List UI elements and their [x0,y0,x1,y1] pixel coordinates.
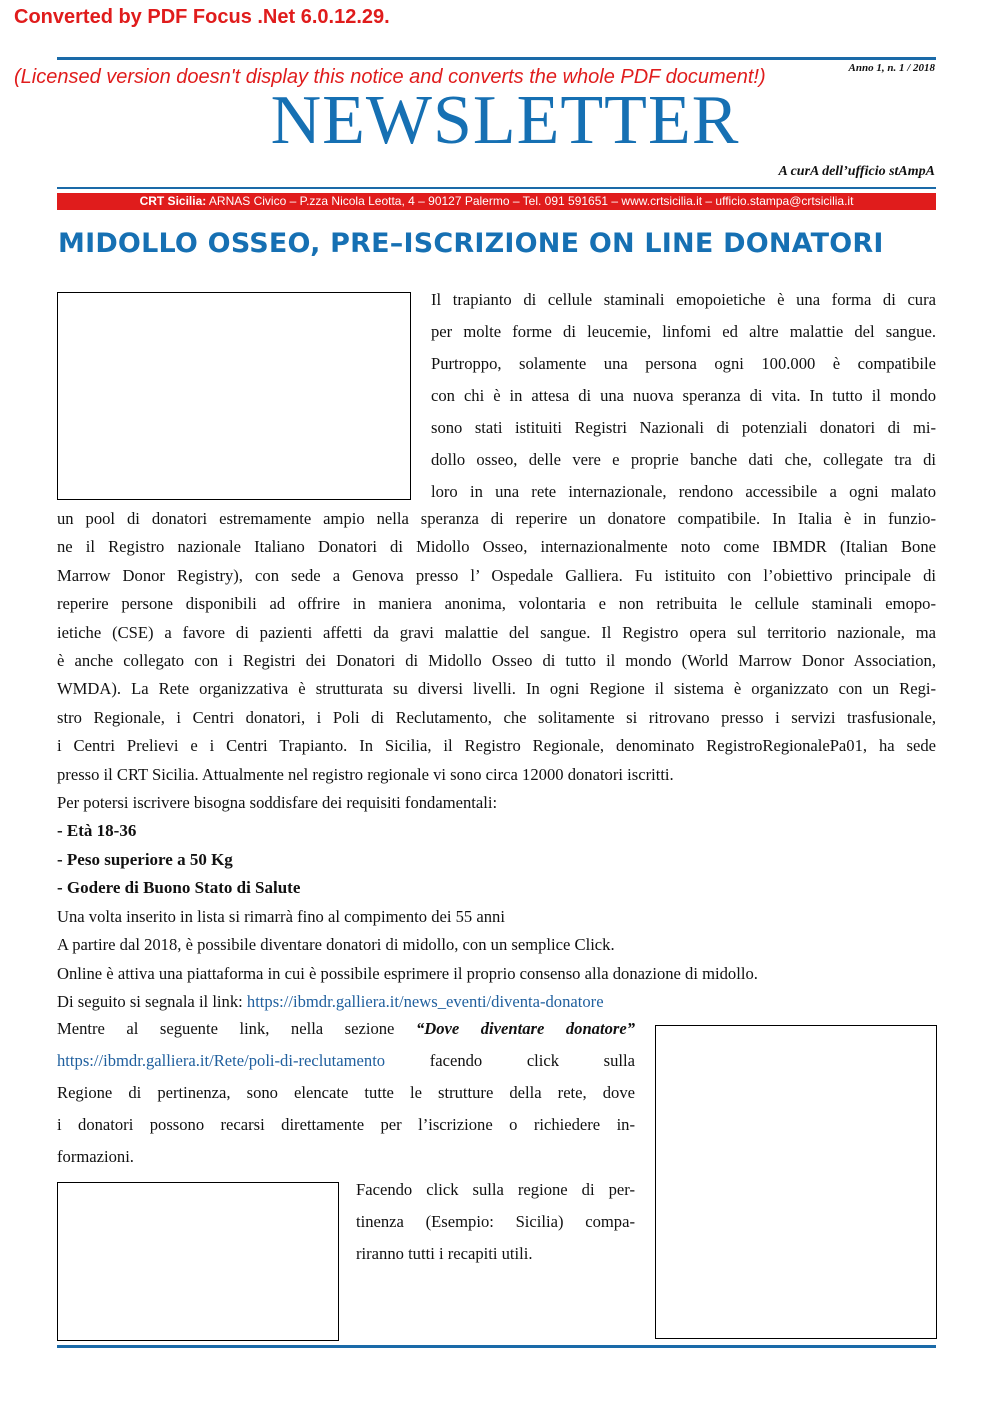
poli-line [57,1045,635,1077]
poli-prefix: Mentre al seguente link, nella sezione [57,1019,416,1038]
poli-line: i donatori possono recarsi direttamente per l’iscrizione o richiedere in- [57,1115,635,1134]
article-headline: MIDOLLO OSSEO, PRE–ISCRIZIONE ON LINE DONATORI [58,228,884,259]
contact-details: ARNAS Civico – P.zza Nicola Leotta, 4 – 90127 Palermo – Tel. 091 591651 – www.crtsicilia.it – ufficio.stampa@crtsicilia.it [206,194,854,208]
poli-line-last: formazioni. [57,1147,134,1166]
body-line: WMDA). La Rete organizzativa è strutturata su diversi livelli. In ogni Regione il sistema è organizzato con un Regi- [57,679,936,699]
poli-line: Regione di pertinenza, sono elencate tutte le strutture della rete, dove [57,1083,635,1102]
region-line: tinenza (Esempio: Sicilia) compa- [356,1212,635,1231]
region-paragraph [356,1174,635,1270]
newsletter-title: NEWSLETTER [270,82,740,159]
poli-reclutamento-link[interactable]: https://ibmdr.galliera.it/Rete/poli-di-reclutamento [57,1051,386,1070]
intro-paragraph [431,284,936,508]
intro-line: Purtroppo, solamente una persona ogni 100.000 è compatibile [431,354,936,373]
image-placeholder-3 [57,1182,339,1341]
click-registration-text: A partire dal 2018, è possibile diventare donatori di midollo, con un semplice Click. [57,935,615,955]
requirement-health: - Godere di Buono Stato di Salute [57,878,301,898]
contact-org: CRT Sicilia: [139,194,207,208]
editor-credit: A curA dell’ufficio stAmpA [778,164,935,179]
diventa-donatore-link[interactable]: https://ibmdr.galliera.it/news_eventi/diventa-donatore [246,991,604,1011]
region-line: Facendo click sulla regione di per- [356,1180,635,1199]
contact-bar [57,193,936,210]
converter-notice: Converted by PDF Focus .Net 6.0.12.29. [14,6,390,28]
intro-line: sono stati istituiti Registri Nazionali di potenziali donatori di mi- [431,418,936,437]
top-rule [57,57,936,60]
image-placeholder-1 [57,292,411,500]
poli-paragraph [57,1013,635,1173]
intro-line: dollo osseo, delle vere e proprie banche dati che, collegate tra di [431,450,936,469]
body-paragraph [57,505,936,1016]
header-rule [57,187,936,189]
region-line-last: riranno tutti i recapiti utili. [356,1244,533,1263]
poli-line-text: facendo click sulla [385,1051,635,1070]
body-line: ietiche (CSE) a favore di pazienti affetti da gravi malattie del sangue. Il Registro opera sul territorio nazionale, ma [57,622,936,642]
online-platform-text: Online è attiva una piattaforma in cui è possibile esprimere il proprio consenso alla donazione di midollo. [57,963,758,983]
intro-line: per molte forme di leucemie, linfomi ed altre malattie del sangue. [431,322,936,341]
poli-line [57,1013,635,1045]
intro-line: con chi è in attesa di una nuova speranza di vita. In tutto il mondo [431,386,936,405]
dove-diventare-heading: “Dove diventare donatore” [415,1019,635,1038]
list-duration-text: Una volta inserito in lista si rimarrà fino al compimento dei 55 anni [57,906,505,926]
body-line: è anche collegato con i Registri dei Donatori di Midollo Osseo di tutto il mondo (World Marrow Donor Association, [57,651,936,671]
body-line: i Centri Prelievi e i Centri Trapianto. In Sicilia, il Registro Regionale, denominato RegistroRegionalePa01, ha sede [57,736,936,756]
bottom-rule [57,1345,936,1348]
requirements-intro: Per potersi iscrivere bisogna soddisfare dei requisiti fondamentali: [57,793,498,813]
link-prefix: Di seguito si segnala il link: [57,991,247,1011]
body-line: un pool di donatori estremamente ampio nella speranza di reperire un donatore compatibile. In Italia è in funzio- [57,509,936,528]
body-line: stro Regionale, i Centri donatori, i Poli di Reclutamento, che solitamente si ritrovano presso i servizi trasfusionale, [57,707,936,727]
requirement-weight: - Peso superiore a 50 Kg [57,849,233,869]
image-placeholder-2 [655,1025,937,1339]
intro-line: Il trapianto di cellule staminali emopoietiche è una forma di cura [431,290,936,309]
requirement-age: - Età 18-36 [57,821,137,841]
body-line-last: presso il CRT Sicilia. Attualmente nel registro regionale vi sono circa 12000 donatori iscritti. [57,764,674,784]
body-line: ne il Registro nazionale Italiano Donatori di Midollo Osseo, internazionalmente noto come IBMDR (Italian Bone [57,537,936,557]
body-line: reperire persone disponibili ad offrire in maniera anonima, volontaria e non retribuita le cellule staminali emopo- [57,594,936,614]
intro-line: loro in una rete internazionale, rendono accessibile a ogni malato [431,482,936,501]
license-notice: (Licensed version doesn't display this notice and converts the whole PDF document!) [14,66,766,88]
issue-number: Anno 1, n. 1 / 2018 [848,62,935,74]
body-line: Marrow Donor Registry), con sede a Genova presso l’ Ospedale Galliera. Fu istituito con l’obiettivo principale di [57,565,936,585]
